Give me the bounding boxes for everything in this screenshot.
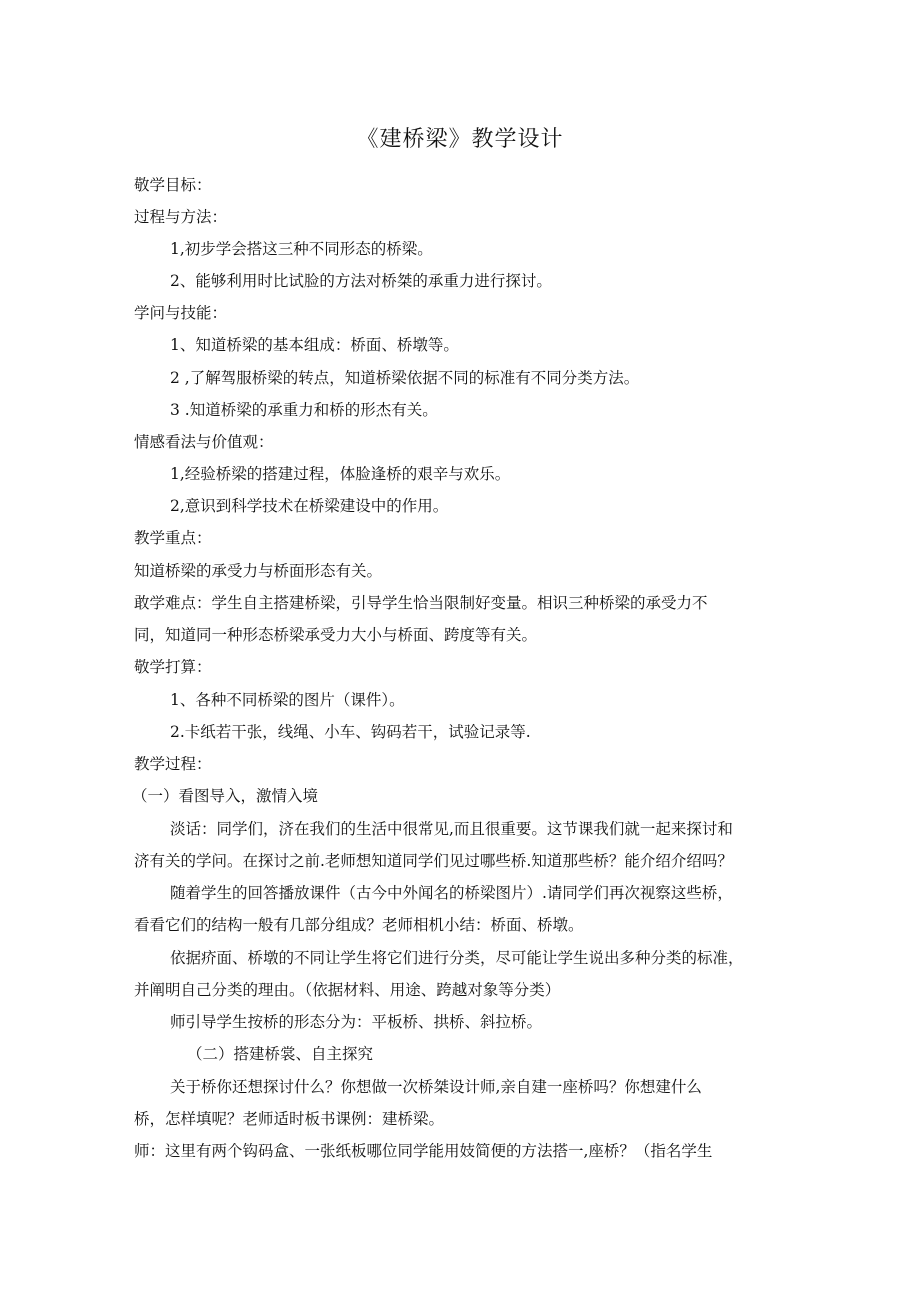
section-heading-difficulties: 敢学难点：学生自主搭建桥梁，引导学生恰当限制好变量。相识三种桥梁的承受力不 — [134, 594, 708, 612]
paragraph-line: 淡话：同学们，济在我们的生活中很常见,而且很重要。这节课我们就一起来探讨和 — [170, 820, 733, 838]
list-item: 1、各种不同桥梁的图片（课件）。 — [170, 691, 405, 709]
subsection-heading-1: （一）看图导入，激情入境 — [132, 787, 319, 805]
paragraph-line: 随着学生的回答播放课件（古今中外闻名的桥梁图片）.请同学们再次视察这些桥， — [170, 884, 733, 902]
section-heading-teaching-goals: 敬学目标： — [134, 176, 212, 194]
subheading-process-method: 过程与方法： — [134, 208, 228, 226]
list-item: 3 .知道桥梁的承重力和桥的形杰有关。 — [170, 401, 438, 419]
section-heading-process: 教学过程： — [134, 755, 212, 773]
page-title: 《建桥梁》教学设计 — [356, 127, 564, 152]
section-heading-key-points: 教学重点： — [134, 529, 212, 547]
list-item: 2,意识到科学技术在桥梁建设中的作用。 — [170, 497, 449, 515]
paragraph-line: 同，知道同一种形态桥梁承受力大小与桥面、跨度等有关。 — [134, 626, 538, 644]
section-heading-preparation: 敬学打算： — [134, 658, 212, 676]
paragraph-line: 依据疥面、桥墩的不同让学生将它们进行分类，尽可能让学生说出多种分类的标准， — [170, 949, 744, 967]
paragraph-line: 知道桥梁的承受力与桥面形态有关。 — [134, 562, 383, 580]
list-item: 2 ,了解驾服桥梁的转点，知道桥梁依据不同的标准有不同分类方法。 — [170, 369, 640, 387]
list-item: 1、知道桥梁的基本组成：桥面、桥墩等。 — [170, 336, 459, 354]
list-item: 1,经验桥梁的搭建过程，体脸逢桥的艰辛与欢乐。 — [170, 465, 511, 483]
paragraph-line: 师：这里有两个钩码盒、一张纸板哪位同学能用妓简便的方法搭一,座桥？（指名学生 — [134, 1142, 713, 1160]
paragraph-line: 关于桥你还想探讨什么？你想做一次桥桀设计师,亲自建一座桥吗？你想建什么 — [170, 1078, 702, 1096]
paragraph-line: 师引导学生按桥的形态分为：平板桥、拱桥、斜拉桥。 — [170, 1013, 543, 1031]
paragraph-line: 济有关的学问。在探讨之前.老师想知道同学们见过哪些桥.知道那些桥？能介绍介绍吗？ — [134, 852, 733, 870]
subheading-knowledge-skill: 学问与技能： — [134, 304, 228, 322]
paragraph-line: 看看它们的结构一般有几部分组成？老师相机小结：桥面、桥墩。 — [134, 916, 584, 934]
list-item: 1,初步学会搭这三种不同形态的桥梁。 — [170, 240, 433, 258]
subheading-emotion-values: 情感看法与价值观： — [134, 433, 274, 451]
list-item: 2、能够利用时比试脸的方法对桥桀的承重力进行探讨。 — [170, 272, 552, 290]
paragraph-line: 桥，怎样填呢？老师适时板书课例：建桥梁。 — [134, 1110, 445, 1128]
list-item: 2.卡纸若干张，线绳、小车、钩码若干，试验记录等. — [170, 723, 531, 741]
subsection-heading-2: （二）搭建桥裳、自主探究 — [187, 1045, 374, 1063]
paragraph-line: 并阐明自己分类的理由。（依据材料、用途、跨越对象等分类） — [134, 981, 561, 999]
